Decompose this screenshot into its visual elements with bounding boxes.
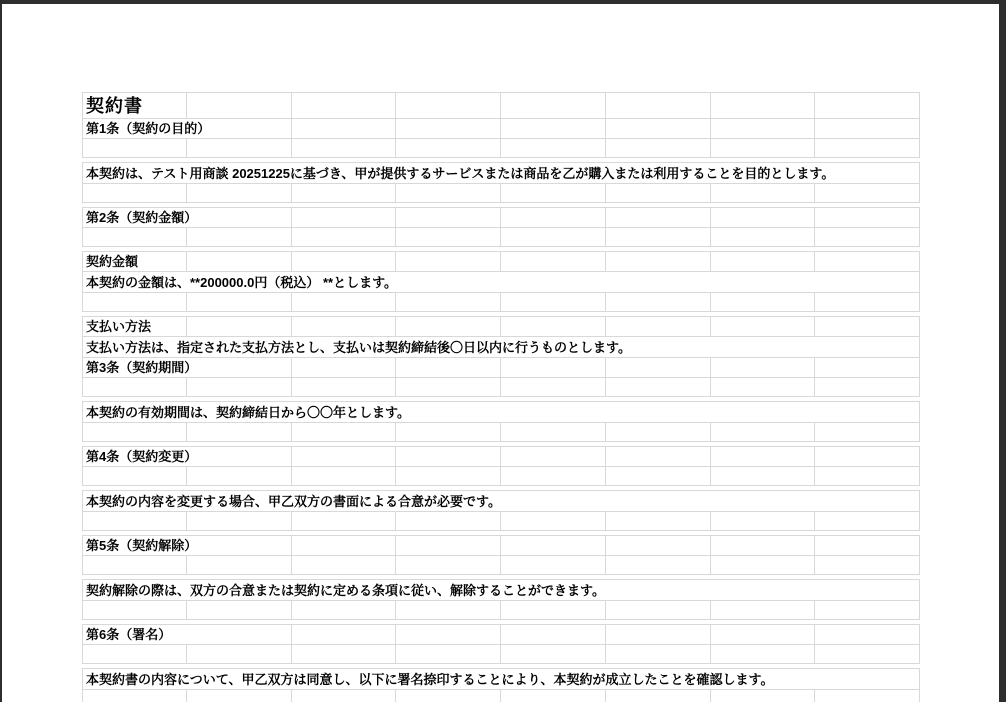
empty-cell — [711, 183, 816, 203]
empty-cell — [292, 316, 397, 337]
empty-cell — [501, 466, 606, 486]
empty-cell — [396, 377, 501, 397]
empty-cell — [815, 92, 920, 119]
empty-cell — [815, 207, 920, 228]
window-frame-top — [0, 0, 1006, 4]
empty-cell — [711, 466, 816, 486]
empty-cell — [606, 600, 711, 620]
empty-cell — [396, 92, 501, 119]
window-frame-right — [999, 0, 1006, 702]
clause-text: 契約解除の際は、双方の合意または契約に定める条項に従い、解除することができます。 — [82, 579, 920, 601]
table-row — [82, 183, 920, 203]
empty-cell — [501, 377, 606, 397]
empty-cell — [292, 555, 397, 575]
empty-cell — [711, 555, 816, 575]
empty-cell — [396, 316, 501, 337]
empty-cell — [815, 118, 920, 139]
empty-cell — [606, 118, 711, 139]
document-title: 契約書 — [82, 92, 187, 119]
empty-cell — [711, 118, 816, 139]
empty-cell — [82, 644, 187, 664]
empty-cell — [501, 227, 606, 247]
table-row — [82, 251, 920, 272]
empty-cell — [711, 689, 816, 702]
empty-cell — [292, 183, 397, 203]
empty-cell — [501, 446, 606, 467]
empty-cell — [711, 357, 816, 378]
empty-cell — [815, 555, 920, 575]
empty-cell — [501, 624, 606, 645]
empty-cell — [606, 511, 711, 531]
clause-text: 支払い方法は、指定された支払方法とし、支払いは契約締結後〇日以内に行うものとします。 — [82, 336, 920, 358]
table-row — [82, 490, 920, 512]
empty-cell — [292, 92, 397, 119]
empty-cell — [396, 511, 501, 531]
empty-cell — [501, 357, 606, 378]
empty-cell — [292, 227, 397, 247]
empty-cell — [815, 251, 920, 272]
table-row — [82, 377, 920, 397]
empty-cell — [711, 600, 816, 620]
empty-cell — [187, 511, 292, 531]
empty-cell — [187, 644, 292, 664]
table-row — [82, 271, 920, 293]
empty-cell — [711, 316, 816, 337]
empty-cell — [711, 251, 816, 272]
clause-text: 本契約の金額は、**200000.0円（税込） **とします。 — [82, 271, 920, 293]
empty-cell — [187, 251, 292, 272]
empty-cell — [292, 377, 397, 397]
empty-cell — [292, 118, 397, 139]
empty-cell — [501, 92, 606, 119]
empty-cell — [187, 138, 292, 158]
table-row — [82, 118, 920, 139]
empty-cell — [292, 207, 397, 228]
empty-cell — [815, 535, 920, 556]
empty-cell — [711, 644, 816, 664]
table-row — [82, 555, 920, 575]
empty-cell — [501, 535, 606, 556]
table-row — [82, 535, 920, 556]
empty-cell — [396, 555, 501, 575]
empty-cell — [711, 377, 816, 397]
empty-cell — [815, 624, 920, 645]
clause-text: 本契約の内容を変更する場合、甲乙双方の書面による合意が必要です。 — [82, 490, 920, 512]
empty-cell — [396, 357, 501, 378]
empty-cell — [501, 555, 606, 575]
empty-cell — [606, 377, 711, 397]
article-heading: 第6条（署名） — [82, 624, 292, 645]
empty-cell — [187, 292, 292, 312]
empty-cell — [815, 138, 920, 158]
empty-cell — [396, 183, 501, 203]
empty-cell — [292, 466, 397, 486]
table-row — [82, 207, 920, 228]
empty-cell — [396, 446, 501, 467]
empty-cell — [82, 689, 187, 702]
empty-cell — [82, 466, 187, 486]
empty-cell — [501, 292, 606, 312]
empty-cell — [606, 624, 711, 645]
empty-cell — [187, 600, 292, 620]
empty-cell — [711, 292, 816, 312]
empty-cell — [606, 555, 711, 575]
table-row — [82, 162, 920, 184]
empty-cell — [82, 511, 187, 531]
window-frame-left — [0, 0, 2, 702]
table-row — [82, 227, 920, 247]
empty-cell — [815, 689, 920, 702]
empty-cell — [82, 377, 187, 397]
empty-cell — [187, 227, 292, 247]
empty-cell — [292, 251, 397, 272]
article-heading: 第4条（契約変更） — [82, 446, 292, 467]
empty-cell — [606, 227, 711, 247]
empty-cell — [606, 316, 711, 337]
empty-cell — [711, 446, 816, 467]
empty-cell — [187, 466, 292, 486]
empty-cell — [501, 422, 606, 442]
empty-cell — [606, 292, 711, 312]
empty-cell — [187, 183, 292, 203]
empty-cell — [396, 292, 501, 312]
empty-cell — [501, 644, 606, 664]
empty-cell — [292, 292, 397, 312]
empty-cell — [292, 511, 397, 531]
empty-cell — [815, 357, 920, 378]
empty-cell — [815, 316, 920, 337]
table-row — [82, 689, 920, 702]
table-row — [82, 292, 920, 312]
empty-cell — [396, 227, 501, 247]
empty-cell — [82, 227, 187, 247]
clause-text: 本契約は、テスト用商談 20251225に基づき、甲が提供するサービスまたは商品を乙が購入または利用することを目的とします。 — [82, 162, 920, 184]
empty-cell — [711, 422, 816, 442]
empty-cell — [606, 207, 711, 228]
empty-cell — [292, 624, 397, 645]
empty-cell — [606, 251, 711, 272]
empty-cell — [396, 624, 501, 645]
empty-cell — [501, 316, 606, 337]
table-row — [82, 511, 920, 531]
empty-cell — [82, 292, 187, 312]
empty-cell — [501, 138, 606, 158]
table-row — [82, 668, 920, 690]
empty-cell — [82, 422, 187, 442]
empty-cell — [606, 422, 711, 442]
empty-cell — [606, 466, 711, 486]
empty-cell — [711, 511, 816, 531]
table-row — [82, 357, 920, 378]
table-row — [82, 579, 920, 601]
empty-cell — [711, 138, 816, 158]
clause-text: 本契約書の内容について、甲乙双方は同意し、以下に署名捺印することにより、本契約が成立したことを確認します。 — [82, 668, 920, 690]
table-row — [82, 446, 920, 467]
empty-cell — [82, 138, 187, 158]
empty-cell — [187, 689, 292, 702]
table-row — [82, 624, 920, 645]
empty-cell — [187, 377, 292, 397]
empty-cell — [187, 92, 292, 119]
item-label: 契約金額 — [82, 251, 187, 272]
table-row — [82, 138, 920, 158]
empty-cell — [815, 422, 920, 442]
empty-cell — [815, 292, 920, 312]
table-row — [82, 401, 920, 423]
table-row — [82, 92, 920, 119]
item-label: 支払い方法 — [82, 316, 187, 337]
empty-cell — [292, 138, 397, 158]
article-heading: 第1条（契約の目的） — [82, 118, 292, 139]
empty-cell — [711, 535, 816, 556]
empty-cell — [606, 92, 711, 119]
empty-cell — [606, 535, 711, 556]
empty-cell — [187, 422, 292, 442]
empty-cell — [501, 689, 606, 702]
empty-cell — [711, 207, 816, 228]
empty-cell — [292, 600, 397, 620]
empty-cell — [396, 600, 501, 620]
empty-cell — [82, 600, 187, 620]
empty-cell — [396, 644, 501, 664]
empty-cell — [82, 555, 187, 575]
empty-cell — [396, 535, 501, 556]
empty-cell — [815, 644, 920, 664]
empty-cell — [187, 555, 292, 575]
empty-cell — [606, 644, 711, 664]
empty-cell — [606, 357, 711, 378]
table-row — [82, 466, 920, 486]
empty-cell — [292, 446, 397, 467]
empty-cell — [606, 689, 711, 702]
empty-cell — [292, 644, 397, 664]
table-row — [82, 644, 920, 664]
empty-cell — [711, 624, 816, 645]
empty-cell — [501, 600, 606, 620]
table-row — [82, 336, 920, 358]
empty-cell — [396, 422, 501, 442]
clause-text: 本契約の有効期間は、契約締結日から〇〇年とします。 — [82, 401, 920, 423]
empty-cell — [396, 138, 501, 158]
empty-cell — [396, 207, 501, 228]
empty-cell — [292, 689, 397, 702]
empty-cell — [396, 251, 501, 272]
article-heading: 第2条（契約金額） — [82, 207, 292, 228]
table-row — [82, 600, 920, 620]
empty-cell — [396, 689, 501, 702]
article-heading: 第3条（契約期間） — [82, 357, 292, 378]
empty-cell — [815, 511, 920, 531]
empty-cell — [711, 92, 816, 119]
empty-cell — [187, 316, 292, 337]
table-row — [82, 316, 920, 337]
empty-cell — [815, 183, 920, 203]
contract-table — [82, 92, 920, 702]
empty-cell — [815, 377, 920, 397]
empty-cell — [501, 511, 606, 531]
empty-cell — [606, 183, 711, 203]
empty-cell — [82, 183, 187, 203]
empty-cell — [292, 357, 397, 378]
empty-cell — [606, 138, 711, 158]
empty-cell — [501, 207, 606, 228]
empty-cell — [396, 118, 501, 139]
empty-cell — [815, 227, 920, 247]
empty-cell — [292, 535, 397, 556]
article-heading: 第5条（契約解除） — [82, 535, 292, 556]
empty-cell — [815, 446, 920, 467]
empty-cell — [292, 422, 397, 442]
empty-cell — [501, 251, 606, 272]
table-row — [82, 422, 920, 442]
empty-cell — [711, 227, 816, 247]
empty-cell — [501, 118, 606, 139]
empty-cell — [396, 466, 501, 486]
empty-cell — [815, 600, 920, 620]
empty-cell — [815, 466, 920, 486]
empty-cell — [501, 183, 606, 203]
empty-cell — [606, 446, 711, 467]
